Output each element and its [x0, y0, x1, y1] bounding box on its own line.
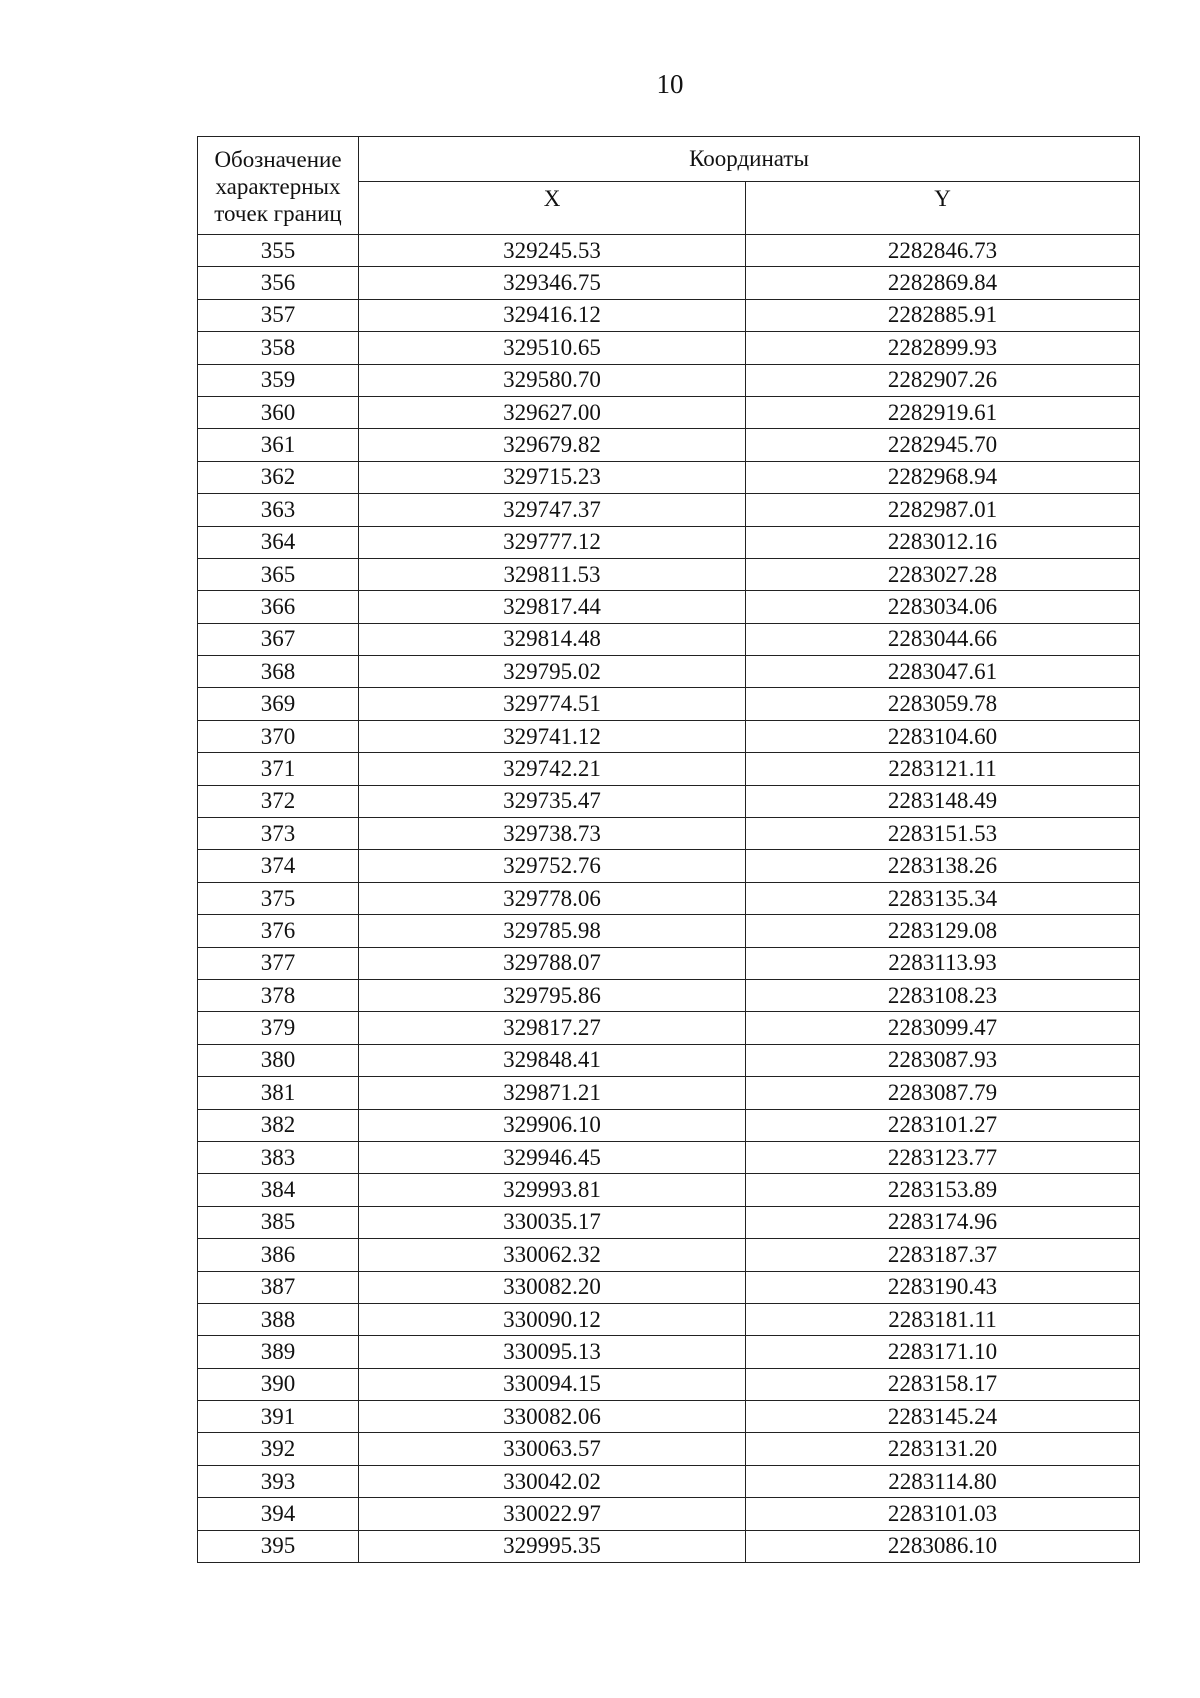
- y-coordinate-cell: 2283087.93: [746, 1044, 1140, 1076]
- point-cell: 365: [198, 558, 359, 590]
- y-coordinate-cell: 2282919.61: [746, 396, 1140, 428]
- table-row: [198, 656, 1140, 688]
- table-row: [198, 720, 1140, 752]
- y-coordinate-cell: 2282899.93: [746, 332, 1140, 364]
- y-coordinate-cell: 2283012.16: [746, 526, 1140, 558]
- table-row: [198, 1303, 1140, 1335]
- x-coordinate-cell: 329416.12: [359, 299, 746, 331]
- y-coordinate-cell: 2283148.49: [746, 785, 1140, 817]
- point-cell: 356: [198, 267, 359, 299]
- point-cell: 387: [198, 1271, 359, 1303]
- x-column-header: X: [359, 182, 746, 235]
- x-coordinate-cell: 329747.37: [359, 494, 746, 526]
- table-row: [198, 1401, 1140, 1433]
- y-coordinate-cell: 2283047.61: [746, 656, 1140, 688]
- point-cell: 384: [198, 1174, 359, 1206]
- table-row: [198, 526, 1140, 558]
- x-coordinate-cell: 329735.47: [359, 785, 746, 817]
- x-coordinate-cell: 329715.23: [359, 461, 746, 493]
- y-coordinate-cell: 2283135.34: [746, 882, 1140, 914]
- point-cell: 390: [198, 1368, 359, 1400]
- point-cell: 359: [198, 364, 359, 396]
- table-row: [198, 1109, 1140, 1141]
- y-coordinate-cell: 2283121.11: [746, 753, 1140, 785]
- table-row: [198, 429, 1140, 461]
- point-cell: 376: [198, 915, 359, 947]
- point-cell: 381: [198, 1077, 359, 1109]
- x-coordinate-cell: 329510.65: [359, 332, 746, 364]
- table-header: [198, 137, 1140, 235]
- x-coordinate-cell: 330082.06: [359, 1401, 746, 1433]
- x-coordinate-cell: 330022.97: [359, 1498, 746, 1530]
- point-cell: 367: [198, 623, 359, 655]
- table-row: [198, 494, 1140, 526]
- point-cell: 395: [198, 1530, 359, 1562]
- point-cell: 373: [198, 818, 359, 850]
- point-cell: 388: [198, 1303, 359, 1335]
- x-coordinate-cell: 329871.21: [359, 1077, 746, 1109]
- y-coordinate-cell: 2283123.77: [746, 1141, 1140, 1173]
- y-coordinate-cell: 2283153.89: [746, 1174, 1140, 1206]
- x-coordinate-cell: 329752.76: [359, 850, 746, 882]
- table-row: [198, 1465, 1140, 1497]
- y-coordinate-cell: 2283138.26: [746, 850, 1140, 882]
- point-cell: 383: [198, 1141, 359, 1173]
- y-coordinate-cell: 2282907.26: [746, 364, 1140, 396]
- point-cell: 386: [198, 1239, 359, 1271]
- table-row: [198, 688, 1140, 720]
- table-row: [198, 850, 1140, 882]
- y-coordinate-cell: 2283145.24: [746, 1401, 1140, 1433]
- point-cell: 375: [198, 882, 359, 914]
- coordinates-header: Координаты: [359, 137, 1140, 182]
- table-row: [198, 1044, 1140, 1076]
- table-row: [198, 1498, 1140, 1530]
- x-coordinate-cell: 329777.12: [359, 526, 746, 558]
- table-row: [198, 753, 1140, 785]
- point-cell: 369: [198, 688, 359, 720]
- x-coordinate-cell: 329993.81: [359, 1174, 746, 1206]
- table-row: [198, 1077, 1140, 1109]
- y-coordinate-cell: 2282968.94: [746, 461, 1140, 493]
- x-coordinate-cell: 329742.21: [359, 753, 746, 785]
- x-coordinate-cell: 329817.27: [359, 1012, 746, 1044]
- x-coordinate-cell: 329906.10: [359, 1109, 746, 1141]
- point-cell: 392: [198, 1433, 359, 1465]
- table-row: [198, 235, 1140, 267]
- table-row: [198, 1141, 1140, 1173]
- x-coordinate-cell: 329346.75: [359, 267, 746, 299]
- point-cell: 389: [198, 1336, 359, 1368]
- x-coordinate-cell: 329788.07: [359, 947, 746, 979]
- x-coordinate-cell: 330062.32: [359, 1239, 746, 1271]
- table-row: [198, 1174, 1140, 1206]
- table-row: [198, 882, 1140, 914]
- point-cell: 363: [198, 494, 359, 526]
- y-coordinate-cell: 2283131.20: [746, 1433, 1140, 1465]
- point-cell: 393: [198, 1465, 359, 1497]
- x-coordinate-cell: 329245.53: [359, 235, 746, 267]
- table-row: [198, 1271, 1140, 1303]
- x-coordinate-cell: 329811.53: [359, 558, 746, 590]
- table-row: [198, 1530, 1140, 1562]
- point-header-line-1: Обозначение: [214, 147, 342, 172]
- page-number: 10: [656, 69, 684, 99]
- x-coordinate-cell: 330035.17: [359, 1206, 746, 1238]
- y-coordinate-cell: 2282945.70: [746, 429, 1140, 461]
- x-coordinate-cell: 329627.00: [359, 396, 746, 428]
- x-coordinate-cell: 329785.98: [359, 915, 746, 947]
- y-coordinate-cell: 2282869.84: [746, 267, 1140, 299]
- table-row: [198, 332, 1140, 364]
- table-row: [198, 818, 1140, 850]
- point-header-line-2: характерных: [215, 174, 341, 199]
- y-coordinate-cell: 2283151.53: [746, 818, 1140, 850]
- y-coordinate-cell: 2283113.93: [746, 947, 1140, 979]
- table-row: [198, 364, 1140, 396]
- y-coordinate-cell: 2283101.03: [746, 1498, 1140, 1530]
- point-header-line-3: точек границ: [214, 201, 342, 226]
- y-coordinate-cell: 2283174.96: [746, 1206, 1140, 1238]
- y-column-header: Y: [746, 182, 1140, 235]
- y-coordinate-cell: 2283108.23: [746, 979, 1140, 1011]
- table-row: [198, 623, 1140, 655]
- x-coordinate-cell: 329778.06: [359, 882, 746, 914]
- y-coordinate-cell: 2282846.73: [746, 235, 1140, 267]
- x-coordinate-cell: 330090.12: [359, 1303, 746, 1335]
- point-cell: 364: [198, 526, 359, 558]
- point-cell: 357: [198, 299, 359, 331]
- x-coordinate-cell: 329848.41: [359, 1044, 746, 1076]
- y-coordinate-cell: 2283129.08: [746, 915, 1140, 947]
- point-cell: 394: [198, 1498, 359, 1530]
- x-coordinate-cell: 330082.20: [359, 1271, 746, 1303]
- point-cell: 366: [198, 591, 359, 623]
- table-row: [198, 915, 1140, 947]
- table-row: [198, 1336, 1140, 1368]
- x-coordinate-cell: 329774.51: [359, 688, 746, 720]
- y-coordinate-cell: 2283044.66: [746, 623, 1140, 655]
- y-coordinate-cell: 2282885.91: [746, 299, 1140, 331]
- y-coordinate-cell: 2283034.06: [746, 591, 1140, 623]
- table-row: [198, 1206, 1140, 1238]
- point-cell: 361: [198, 429, 359, 461]
- point-cell: 372: [198, 785, 359, 817]
- x-coordinate-cell: 330063.57: [359, 1433, 746, 1465]
- point-cell: 377: [198, 947, 359, 979]
- table-row: [198, 1433, 1140, 1465]
- y-coordinate-cell: 2283171.10: [746, 1336, 1140, 1368]
- point-cell: 374: [198, 850, 359, 882]
- table-row: [198, 785, 1140, 817]
- table-row: [198, 591, 1140, 623]
- y-coordinate-cell: 2282987.01: [746, 494, 1140, 526]
- point-cell: 385: [198, 1206, 359, 1238]
- y-coordinate-cell: 2283181.11: [746, 1303, 1140, 1335]
- y-coordinate-cell: 2283059.78: [746, 688, 1140, 720]
- point-cell: 355: [198, 235, 359, 267]
- table-row: [198, 1239, 1140, 1271]
- table-row: [198, 558, 1140, 590]
- x-coordinate-cell: 329738.73: [359, 818, 746, 850]
- table-row: [198, 267, 1140, 299]
- x-coordinate-cell: 329814.48: [359, 623, 746, 655]
- point-cell: 368: [198, 656, 359, 688]
- x-coordinate-cell: 329795.86: [359, 979, 746, 1011]
- x-coordinate-cell: 329580.70: [359, 364, 746, 396]
- point-designation-header: [198, 137, 359, 235]
- point-cell: 370: [198, 720, 359, 752]
- x-coordinate-cell: 330042.02: [359, 1465, 746, 1497]
- y-coordinate-cell: 2283099.47: [746, 1012, 1140, 1044]
- point-cell: 362: [198, 461, 359, 493]
- y-coordinate-cell: 2283104.60: [746, 720, 1140, 752]
- x-coordinate-cell: 329741.12: [359, 720, 746, 752]
- table-row: [198, 1368, 1140, 1400]
- y-coordinate-cell: 2283086.10: [746, 1530, 1140, 1562]
- table-row: [198, 1012, 1140, 1044]
- x-coordinate-cell: 329795.02: [359, 656, 746, 688]
- point-cell: 358: [198, 332, 359, 364]
- y-coordinate-cell: 2283101.27: [746, 1109, 1140, 1141]
- point-cell: 391: [198, 1401, 359, 1433]
- point-cell: 360: [198, 396, 359, 428]
- x-coordinate-cell: 329817.44: [359, 591, 746, 623]
- table-row: [198, 461, 1140, 493]
- x-coordinate-cell: 329995.35: [359, 1530, 746, 1562]
- y-coordinate-cell: 2283187.37: [746, 1239, 1140, 1271]
- table-row: [198, 299, 1140, 331]
- point-cell: 378: [198, 979, 359, 1011]
- y-coordinate-cell: 2283158.17: [746, 1368, 1140, 1400]
- table-row: [198, 947, 1140, 979]
- point-cell: 379: [198, 1012, 359, 1044]
- table-row: [198, 396, 1140, 428]
- point-cell: 380: [198, 1044, 359, 1076]
- y-coordinate-cell: 2283087.79: [746, 1077, 1140, 1109]
- x-coordinate-cell: 330095.13: [359, 1336, 746, 1368]
- y-coordinate-cell: 2283114.80: [746, 1465, 1140, 1497]
- x-coordinate-cell: 329679.82: [359, 429, 746, 461]
- coordinates-table: [197, 136, 1140, 1563]
- point-cell: 382: [198, 1109, 359, 1141]
- table-body: [198, 235, 1140, 1563]
- point-cell: 371: [198, 753, 359, 785]
- table-row: [198, 979, 1140, 1011]
- x-coordinate-cell: 330094.15: [359, 1368, 746, 1400]
- x-coordinate-cell: 329946.45: [359, 1141, 746, 1173]
- y-coordinate-cell: 2283190.43: [746, 1271, 1140, 1303]
- y-coordinate-cell: 2283027.28: [746, 558, 1140, 590]
